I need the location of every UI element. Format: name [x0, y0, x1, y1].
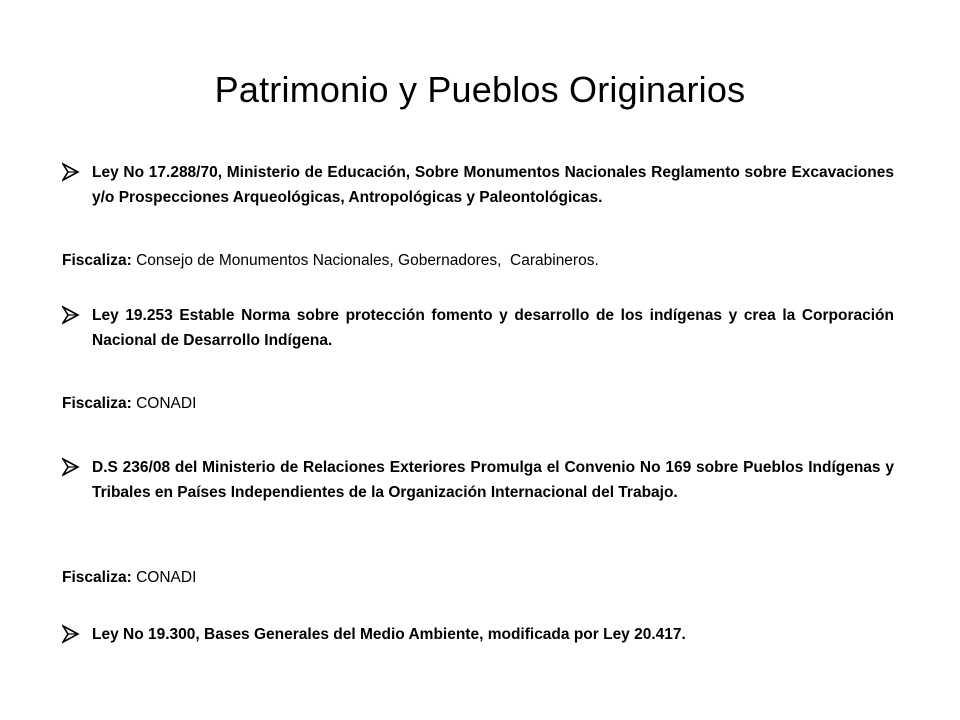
- arrow-bullet-icon: [62, 624, 80, 644]
- bullet-text: Ley No 17.288/70, Ministerio de Educación, Sobre Monumentos Nacionales Reglamento sobre Excavaciones y/o Prospecciones Arqueológicas, Antropológicas y Paleontológicas.: [92, 164, 894, 206]
- slide-title: Patrimonio y Pueblos Originarios: [214, 69, 746, 110]
- fiscaliza-value: CONADI: [136, 569, 197, 586]
- bullet-item: [62, 160, 894, 210]
- fiscaliza-line: [62, 566, 894, 590]
- bullet-item: [62, 455, 894, 505]
- arrow-bullet-icon: [62, 457, 80, 477]
- fiscaliza-label: Fiscaliza:: [62, 395, 132, 412]
- arrow-bullet-icon: [62, 305, 80, 325]
- bullet-item: [62, 303, 894, 353]
- bullet-item: [62, 622, 894, 647]
- fiscaliza-value: Consejo de Monumentos Nacionales, Gobernadores, Carabineros.: [136, 252, 599, 269]
- bullet-text: Ley 19.253 Estable Norma sobre protección fomento y desarrollo de los indígenas y crea la Corporación Nacional de Desarrollo Indígena.: [92, 307, 894, 349]
- fiscaliza-value: CONADI: [136, 395, 197, 412]
- fiscaliza-line: [62, 392, 894, 416]
- bullet-text: Ley No 19.300, Bases Generales del Medio Ambiente, modificada por Ley 20.417.: [92, 626, 686, 643]
- bullet-text: D.S 236/08 del Ministerio de Relaciones Exteriores Promulga el Convenio No 169 sobre Pueblos Indígenas y Tribales en Países Independientes de la Organización Internacional del Trabajo.: [92, 459, 894, 501]
- fiscaliza-label: Fiscaliza:: [62, 252, 132, 269]
- fiscaliza-line: [62, 249, 894, 273]
- arrow-bullet-icon: [62, 162, 80, 182]
- fiscaliza-label: Fiscaliza:: [62, 569, 132, 586]
